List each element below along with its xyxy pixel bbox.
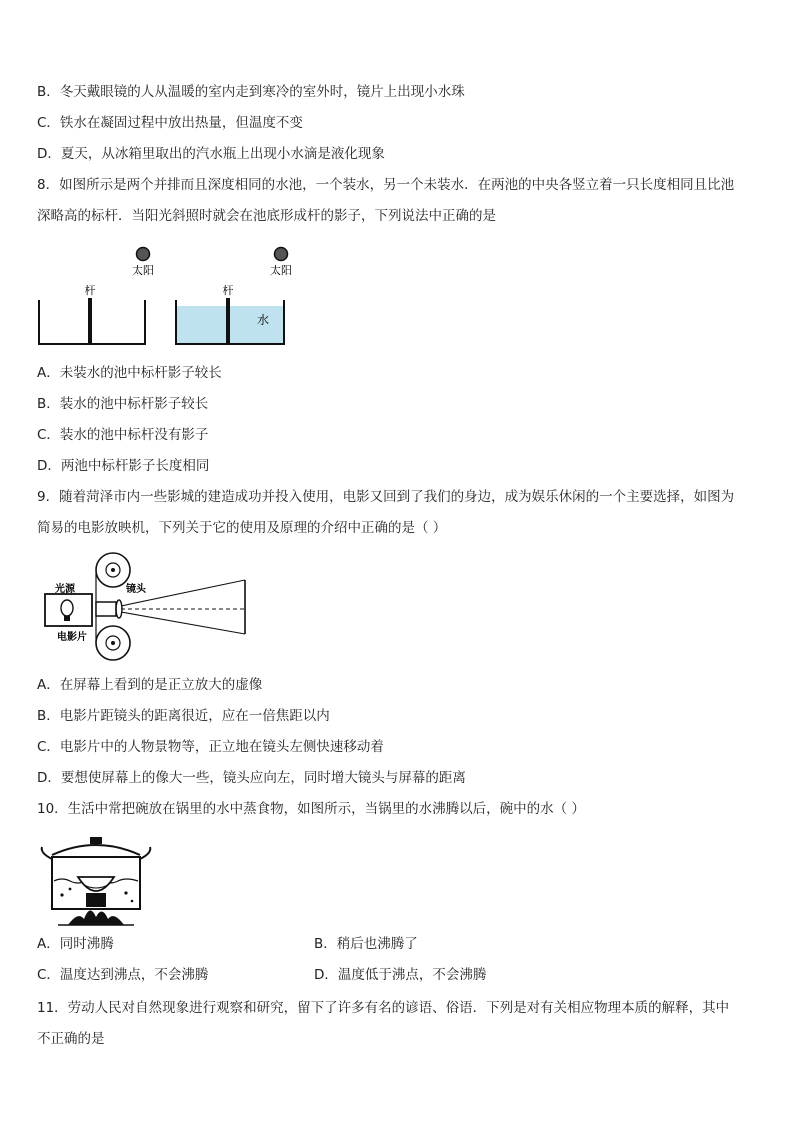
q10-option-d: D．温度低于沸点，不会沸腾 (314, 967, 487, 983)
sun-label-left: 太阳 (132, 264, 154, 277)
q10-option-b: B．稍后也沸腾了 (314, 936, 418, 952)
flame-icon (68, 910, 124, 925)
prev-option-c: C．铁水在凝固过程中放出热量，但温度不变 (37, 115, 303, 131)
prev-option-d: D．夏天，从冰箱里取出的汽水瓶上出现小水滴是液化现象 (37, 146, 385, 162)
q9-projector-figure (40, 550, 255, 665)
lamp-housing (45, 594, 92, 626)
sun-label-right: 太阳 (270, 264, 292, 277)
q8-stem-line2: 深略高的标杆．当阳光斜照时就会在池底形成杆的影子，下列说法中正确的是 (37, 208, 496, 224)
film-label: 电影片 (57, 632, 87, 643)
q8-pool-figure (35, 240, 300, 350)
q10-steamer-figure (38, 833, 153, 928)
q8-option-c: C．装水的池中标杆没有影子 (37, 427, 209, 443)
q9-option-a: A．在屏幕上看到的是正立放大的虚像 (37, 677, 263, 693)
q11-stem-line2: 不正确的是 (37, 1031, 105, 1047)
q8-stem-line1: 8．如图所示是两个并排而且深度相同的水池，一个装水，另一个未装水．在两池的中央各竖立着一只长度相同且比池 (37, 177, 735, 193)
water-label: 水 (256, 313, 270, 327)
q11-stem-line1: 11．劳动人民对自然现象进行观察和研究，留下了许多有名的谚语、俗语．下列是对有关相应物理本质的解释，其中 (37, 1000, 730, 1016)
lid-knob (90, 837, 102, 844)
q9-option-d: D．要想使屏幕上的像大一些，镜头应向左，同时增大镜头与屏幕的距离 (37, 770, 466, 786)
pole-label-right: 杆 (222, 284, 234, 297)
q8-option-d: D．两池中标杆影子长度相同 (37, 458, 210, 474)
q10-option-a: A．同时沸腾 (37, 936, 114, 952)
q9-stem-line1: 9．随着菏泽市内一些影城的建造成功并投入使用，电影又回到了我们的身边，成为娱乐休闲的一个主要选择，如图为 (37, 489, 735, 505)
q9-option-b: B．电影片距镜头的距离很近，应在一倍焦距以内 (37, 708, 330, 724)
q9-option-c: C．电影片中的人物景物等，正立地在镜头左侧快速移动着 (37, 739, 384, 755)
handle-right (140, 847, 150, 859)
q10-option-c: C．温度达到沸点，不会沸腾 (37, 967, 209, 983)
water-pool (176, 283, 284, 344)
handle-left (42, 847, 52, 859)
q8-option-a: A．未装水的池中标杆影子较长 (37, 365, 222, 381)
light-source-label: 光源 (55, 584, 75, 595)
prev-option-b: B．冬天戴眼镜的人从温暖的室内走到寒冷的室外时，镜片上出现小水珠 (37, 84, 465, 100)
pot-lid (52, 845, 140, 855)
empty-pool (39, 283, 145, 344)
bowl-stand (86, 893, 106, 907)
lens-tube (96, 602, 116, 616)
sun-icon-right (275, 248, 288, 261)
q8-option-b: B．装水的池中标杆影子较长 (37, 396, 209, 412)
pole-label-left: 杆 (84, 284, 96, 297)
q9-stem-line2: 简易的电影放映机，下列关于它的使用及原理的介绍中正确的是（ ） (37, 520, 447, 536)
q10-stem: 10．生活中常把碗放在锅里的水中蒸食物，如图所示，当锅里的水沸腾以后，碗中的水（ ） (37, 801, 585, 817)
sun-icon-left (137, 248, 150, 261)
lens-label: 镜头 (126, 584, 146, 595)
